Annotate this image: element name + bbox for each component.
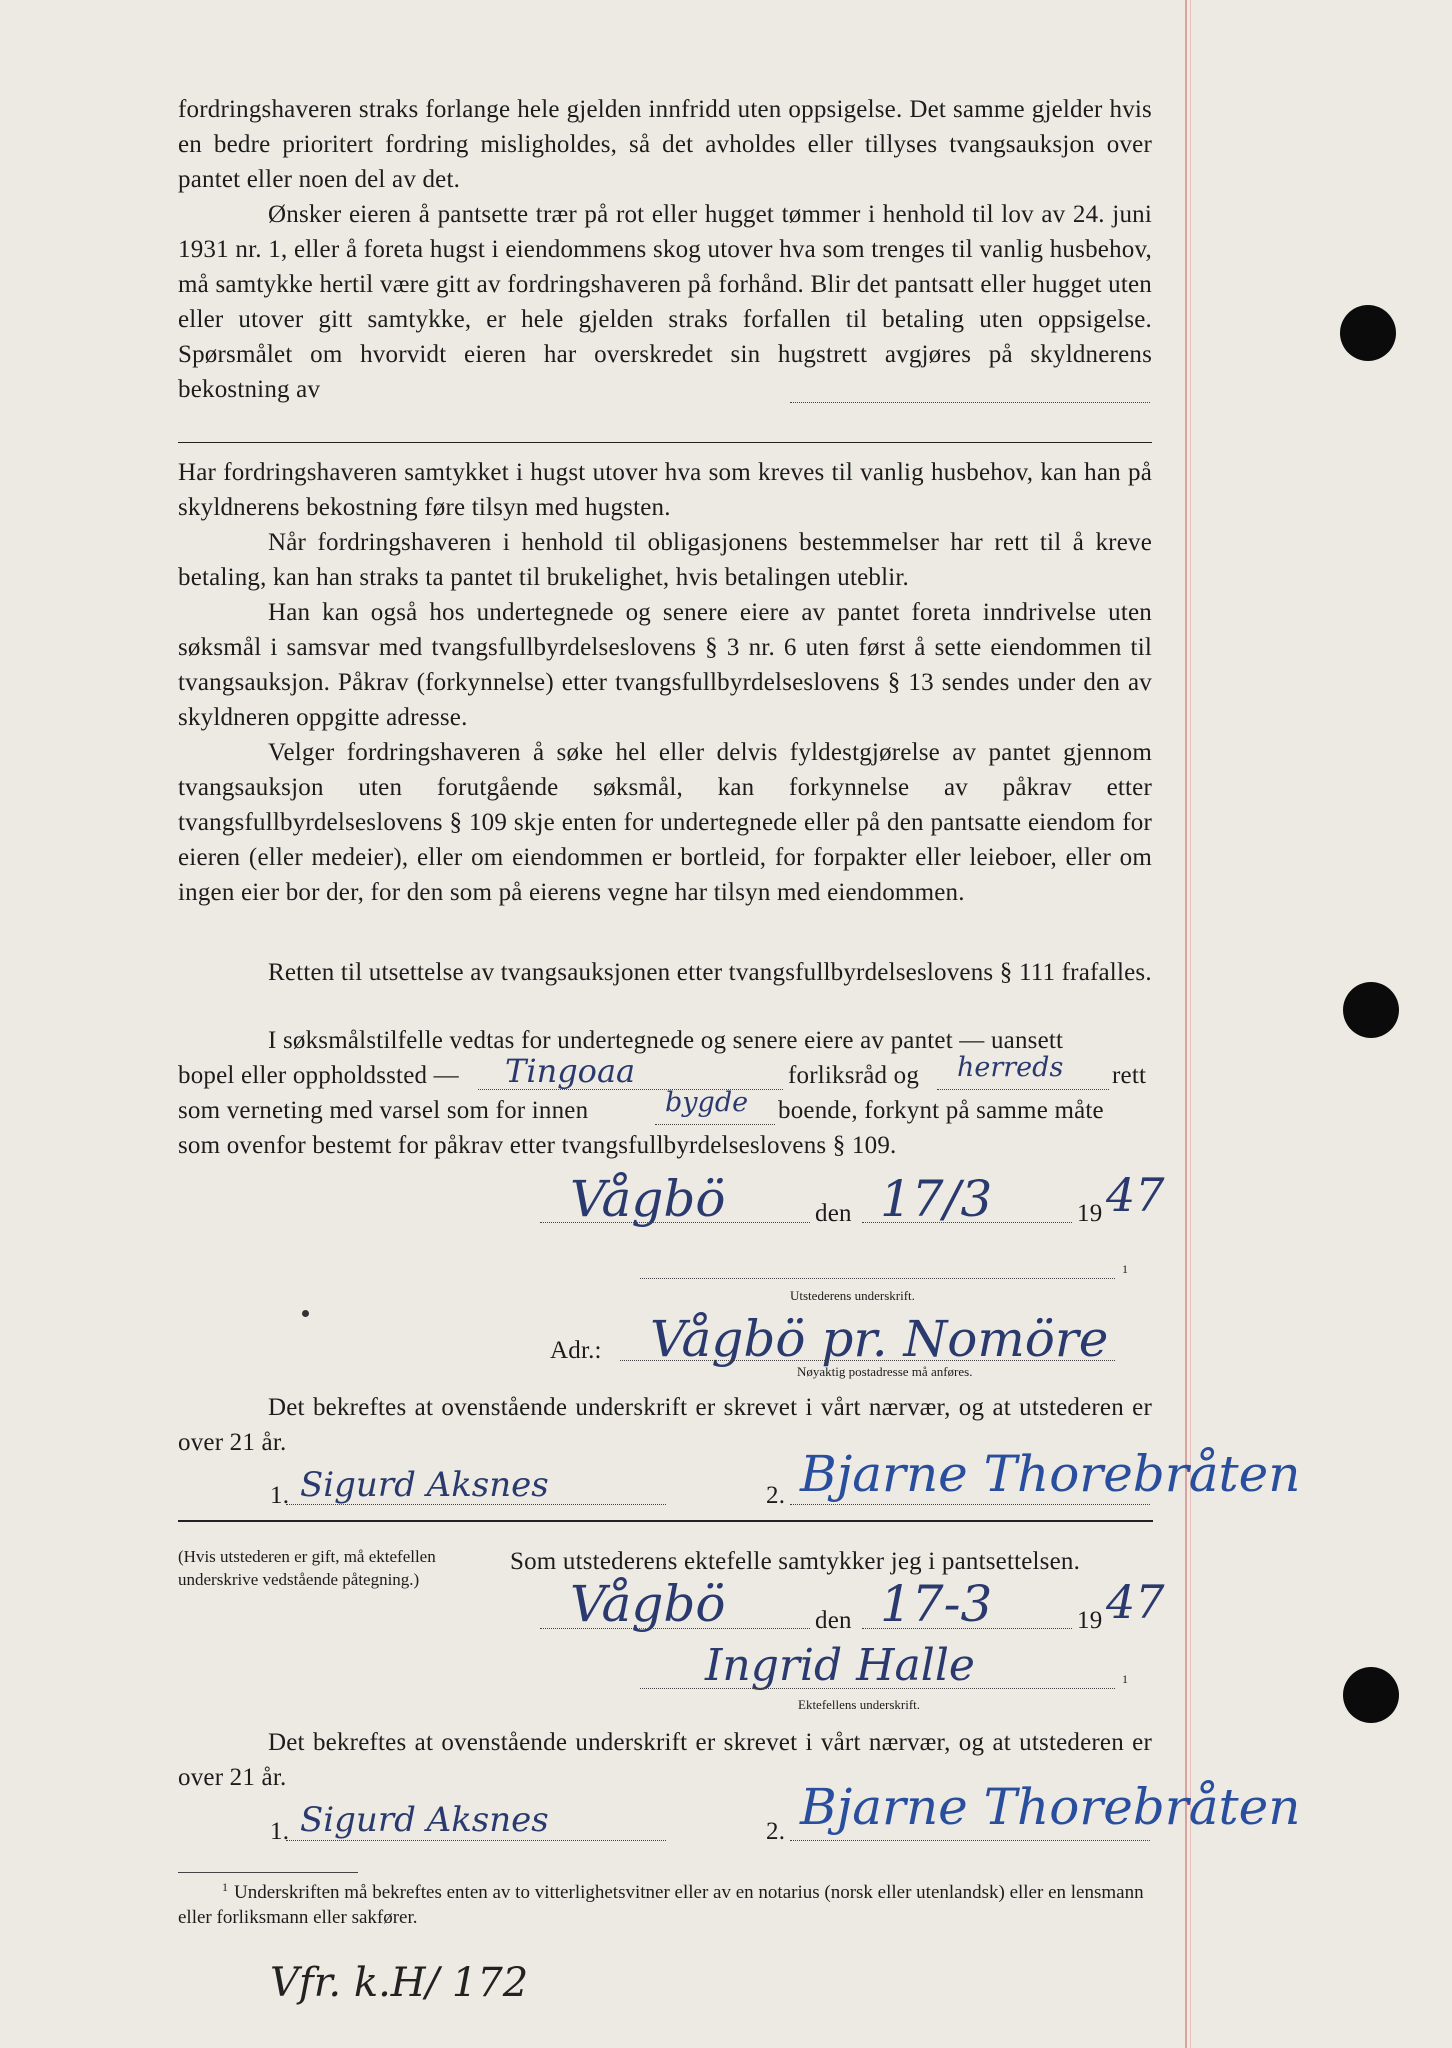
footnote-mark: 1 xyxy=(222,1880,228,1894)
witness-2a-number: 1. xyxy=(270,1818,290,1845)
witness-1-number: 1. xyxy=(270,1482,290,1509)
paragraph-enforcement: Han kan også hos undertegnede og senere eiere av pantet foreta inndrivelse uten søksmål i samsvar med tvangsfullbyrdelseslovens § 3 nr. 6 uten først å sette eiendommen til tvangsauksjon. Påkrav (forkynnelse) etter tvangsfullbyrdelseslovens § 13 sendes under den av skyldneren oppgitte adresse. xyxy=(178,599,1152,731)
paragraph-supervision: Har fordringshaveren samtykket i hugst utover hva som kreves til vanlig husbehov, kan han på skyldnerens bekostning føre tilsyn med hugsten. xyxy=(178,459,1152,521)
witness-2-signature: Bjarne Thorebråten xyxy=(800,1445,1301,1503)
footnote-ref-1: 1 xyxy=(1122,1262,1128,1276)
handwritten-day-2: 17-3 xyxy=(880,1575,993,1633)
witness-2b-signature: Bjarne Thorebråten xyxy=(800,1778,1301,1836)
punch-hole xyxy=(1343,982,1399,1038)
punch-hole xyxy=(1340,305,1396,361)
ink-dot xyxy=(302,1310,309,1317)
fill-line-place-2 xyxy=(540,1628,810,1629)
witness-1-signature: Sigurd Aksnes xyxy=(300,1465,549,1505)
issuer-signature-label: Utstederens underskrift. xyxy=(790,1288,915,1303)
section-divider xyxy=(178,1520,1153,1522)
handwritten-address: Vågbö pr. Nomöre xyxy=(650,1310,1109,1368)
spouse-signature-label: Ektefellens underskrift. xyxy=(798,1697,921,1712)
paragraph-timber: Ønsker eieren å pantsette trær på rot eller hugget tømmer i henhold til lov av 24. juni 1931 nr. 1, eller å foreta hugst i eiendommens skog utover hva som trenges til vanlig husbehov, må samtykke hertil være gitt av fordringshaveren på forhånd. Blir det pantsatt eller hugget uten eller utover gitt samtykke, er hele gjelden straks forfallen til betaling uten oppsigelse. Spørsmålet om hvorvidt eieren har overskredet sin hugstrett avgjøres på skyldnerens bekostning av xyxy=(178,201,1152,403)
paragraph-auction: Velger fordringshaveren å søke hel eller delvis fyldestgjørelse av pantet gjennom tvangsauksjon uten forutgående søksmål, kan forkynnelse av påkrav etter tvangsfullbyrdelseslovens § 109 skje enten for undertegnede eller på den pantsatte eiendom for eieren (eller medeier), eller om eiendommen er bortleid, for forpakter eller leieboer, eller om ingen eier bor der, for den som på eierens vegne har tilsyn med eiendommen. xyxy=(178,739,1152,906)
fill-line-day-2 xyxy=(862,1628,1072,1629)
venue-line-3a: som verneting med varsel som for innen xyxy=(178,1097,589,1124)
spouse-signature: Ingrid Halle xyxy=(705,1640,975,1691)
venue-line-4: som ovenfor bestemt for påkrav etter tvangsfullbyrdelseslovens § 109. xyxy=(178,1132,897,1159)
year-prefix-2: 19 xyxy=(1077,1607,1103,1634)
footnote-rule xyxy=(178,1872,358,1873)
venue-line-1: I søksmålstilfelle vedtas for undertegnede og senere eiere av pantet — uansett xyxy=(268,1027,1064,1054)
date-label-1: den xyxy=(815,1200,852,1227)
spouse-consent-text: Som utstederens ektefelle samtykker jeg i pantsettelsen. xyxy=(510,1548,1081,1575)
handwritten-year-2: 47 xyxy=(1106,1575,1165,1629)
date-label-2: den xyxy=(815,1607,852,1634)
margin-rule-inner xyxy=(1190,0,1191,2048)
witness-2-line xyxy=(790,1504,1150,1505)
margin-rule xyxy=(1185,0,1187,2048)
address-label: Adr.: xyxy=(550,1337,602,1364)
divider xyxy=(178,442,1152,443)
witness-2b-number: 2. xyxy=(766,1818,786,1845)
witness-text-1: Det bekreftes at ovenstående underskrift er skrevet i vårt nærvær, og at utstederen er over 21 år. xyxy=(178,1394,1152,1456)
fill-line-place-1 xyxy=(540,1222,810,1223)
venue-line-2c: rett xyxy=(1112,1062,1147,1089)
witness-2-number: 2. xyxy=(766,1482,786,1509)
fill-line-parish xyxy=(655,1124,775,1125)
address-caption: Nøyaktig postadresse må anføres. xyxy=(797,1364,973,1379)
handwritten-court: Tingoaa xyxy=(505,1052,636,1090)
venue-line-2a: bopel eller oppholdssted — xyxy=(178,1062,459,1089)
handwritten-year-1: 47 xyxy=(1106,1168,1165,1222)
address-line xyxy=(620,1360,1115,1361)
witness-text-2: Det bekreftes at ovenstående underskrift er skrevet i vårt nærvær, og at utstederen er over 21 år. xyxy=(178,1729,1152,1791)
venue-line-3b: boende, forkynt på samme måte xyxy=(778,1097,1104,1124)
fill-line-assessor xyxy=(790,402,1150,403)
paragraph-default-terms: fordringshaveren straks forlange hele gjelden innfridd uten oppsigelse. Det samme gjelder hvis en bedre prioritert fordring misligholdes, så det avholdes eller tillyses tvangsauksjon over pantet eller noen del av det. xyxy=(178,96,1152,193)
year-prefix-1: 19 xyxy=(1077,1200,1103,1227)
handwritten-place-1: Vågbö xyxy=(570,1170,726,1228)
venue-line-2b: forliksråd og xyxy=(788,1062,920,1089)
handwritten-district: herreds xyxy=(957,1052,1064,1083)
spouse-signature-line xyxy=(640,1688,1115,1689)
witness-1-line xyxy=(286,1504,666,1505)
spouse-instruction: (Hvis utstederen er gift, må ektefellen underskrive vedstående påtegning.) xyxy=(178,1547,436,1589)
handwritten-place-2: Vågbö xyxy=(570,1575,726,1633)
fill-line-district xyxy=(937,1089,1109,1090)
handwritten-day-1: 17/3 xyxy=(880,1170,993,1228)
footnote-ref-2: 1 xyxy=(1122,1672,1128,1686)
witness-2a-line xyxy=(286,1840,666,1841)
bottom-handwritten-note: Vfr. k.H/ 172 xyxy=(270,1960,529,2006)
handwritten-parish: bygde xyxy=(665,1087,749,1118)
witness-2b-line xyxy=(790,1840,1150,1841)
issuer-signature-line xyxy=(640,1278,1115,1279)
footnote-text: Underskriften må bekreftes enten av to vitterlighetsvitner eller av en notarius (norsk eller utenlandsk) eller en lensmann eller forliksmann eller sakfører. xyxy=(178,1882,1144,1928)
paragraph-postponement: Retten til utsettelse av tvangsauksjonen etter tvangsfullbyrdelseslovens § 111 frafalles. xyxy=(268,959,1152,986)
punch-hole xyxy=(1343,1667,1399,1723)
fill-line-day-1 xyxy=(862,1222,1072,1223)
paragraph-collection: Når fordringshaveren i henhold til obligasjonens bestemmelser har rett til å kreve betaling, kan han straks ta pantet til brukelighet, hvis betalingen uteblir. xyxy=(178,529,1152,591)
witness-2a-signature: Sigurd Aksnes xyxy=(300,1800,549,1840)
